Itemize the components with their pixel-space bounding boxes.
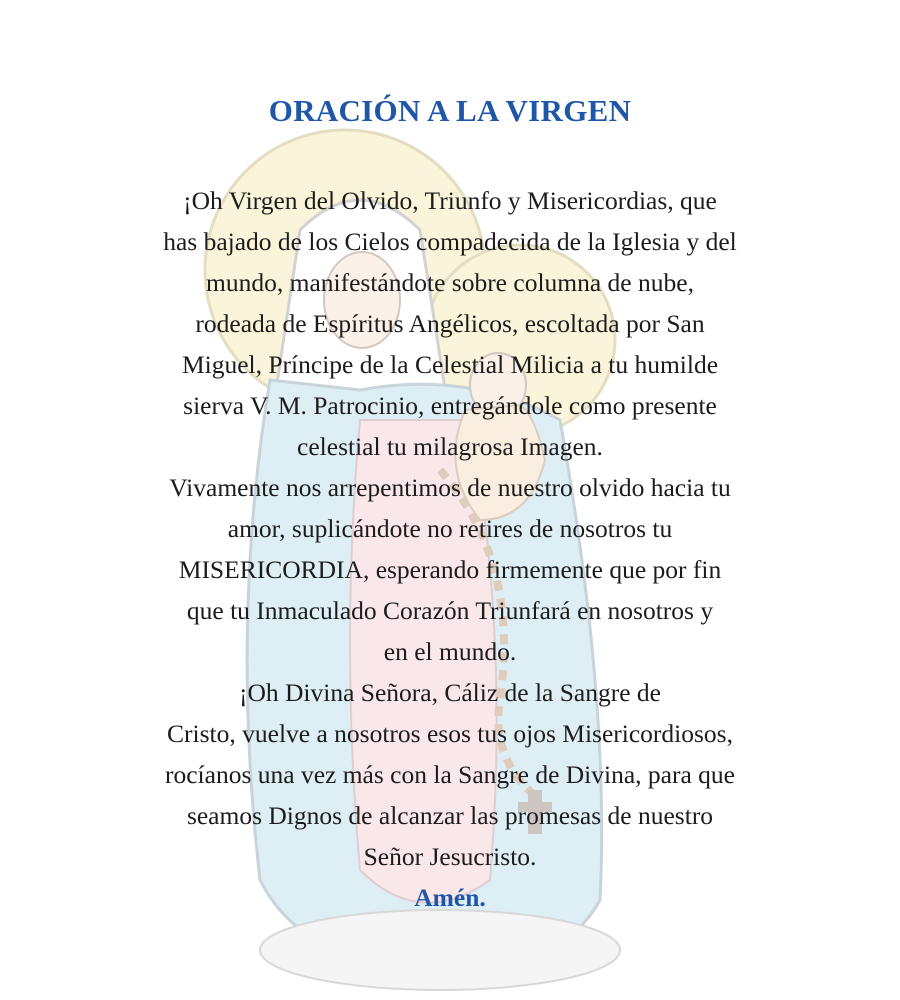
prayer-line: Miguel, Príncipe de la Celestial Milicia a tu humilde [181,350,719,379]
prayer-line: has bajado de los Cielos compadecida de la Iglesia y del [163,227,737,256]
cloud-shape [260,910,620,990]
closing-amen: Amén. [414,883,486,912]
prayer-line: en el mundo. [383,637,517,666]
prayer-line: MISERICORDIA, esperando firmemente que por fin [178,555,722,584]
prayer-line: rodeada de Espíritus Angélicos, escoltada por San [195,309,705,338]
prayer-line: Cristo, vuelve a nosotros esos tus ojos Misericordiosos, [167,719,733,748]
prayer-line: seamos Dignos de alcanzar las promesas de nuestro [186,801,714,830]
prayer-line: ¡Oh Virgen del Olvido, Triunfo y Misericordias, que [183,186,717,215]
prayer-line: que tu Inmaculado Corazón Triunfará en nosotros y [186,596,714,625]
prayer-line: mundo, manifestándote sobre columna de nube, [206,268,694,297]
prayer-line: ¡Oh Divina Señora, Cáliz de la Sangre de [238,678,662,707]
prayer-line: Señor Jesucristo. [363,842,537,871]
prayer-line: celestial tu milagrosa Imagen. [297,432,603,461]
prayer-line: sierva V. M. Patrocinio, entregándole como presente [183,391,717,420]
prayer-text [110,180,790,918]
page-title: ORACIÓN A LA VIRGEN [268,93,632,128]
prayer-line: Vivamente nos arrepentimos de nuestro olvido hacia tu [169,473,731,502]
prayer-line: rocíanos una vez más con la Sangre de Divina, para que [165,760,735,789]
prayer-line: amor, suplicándote no retires de nosotros tu [227,514,673,543]
